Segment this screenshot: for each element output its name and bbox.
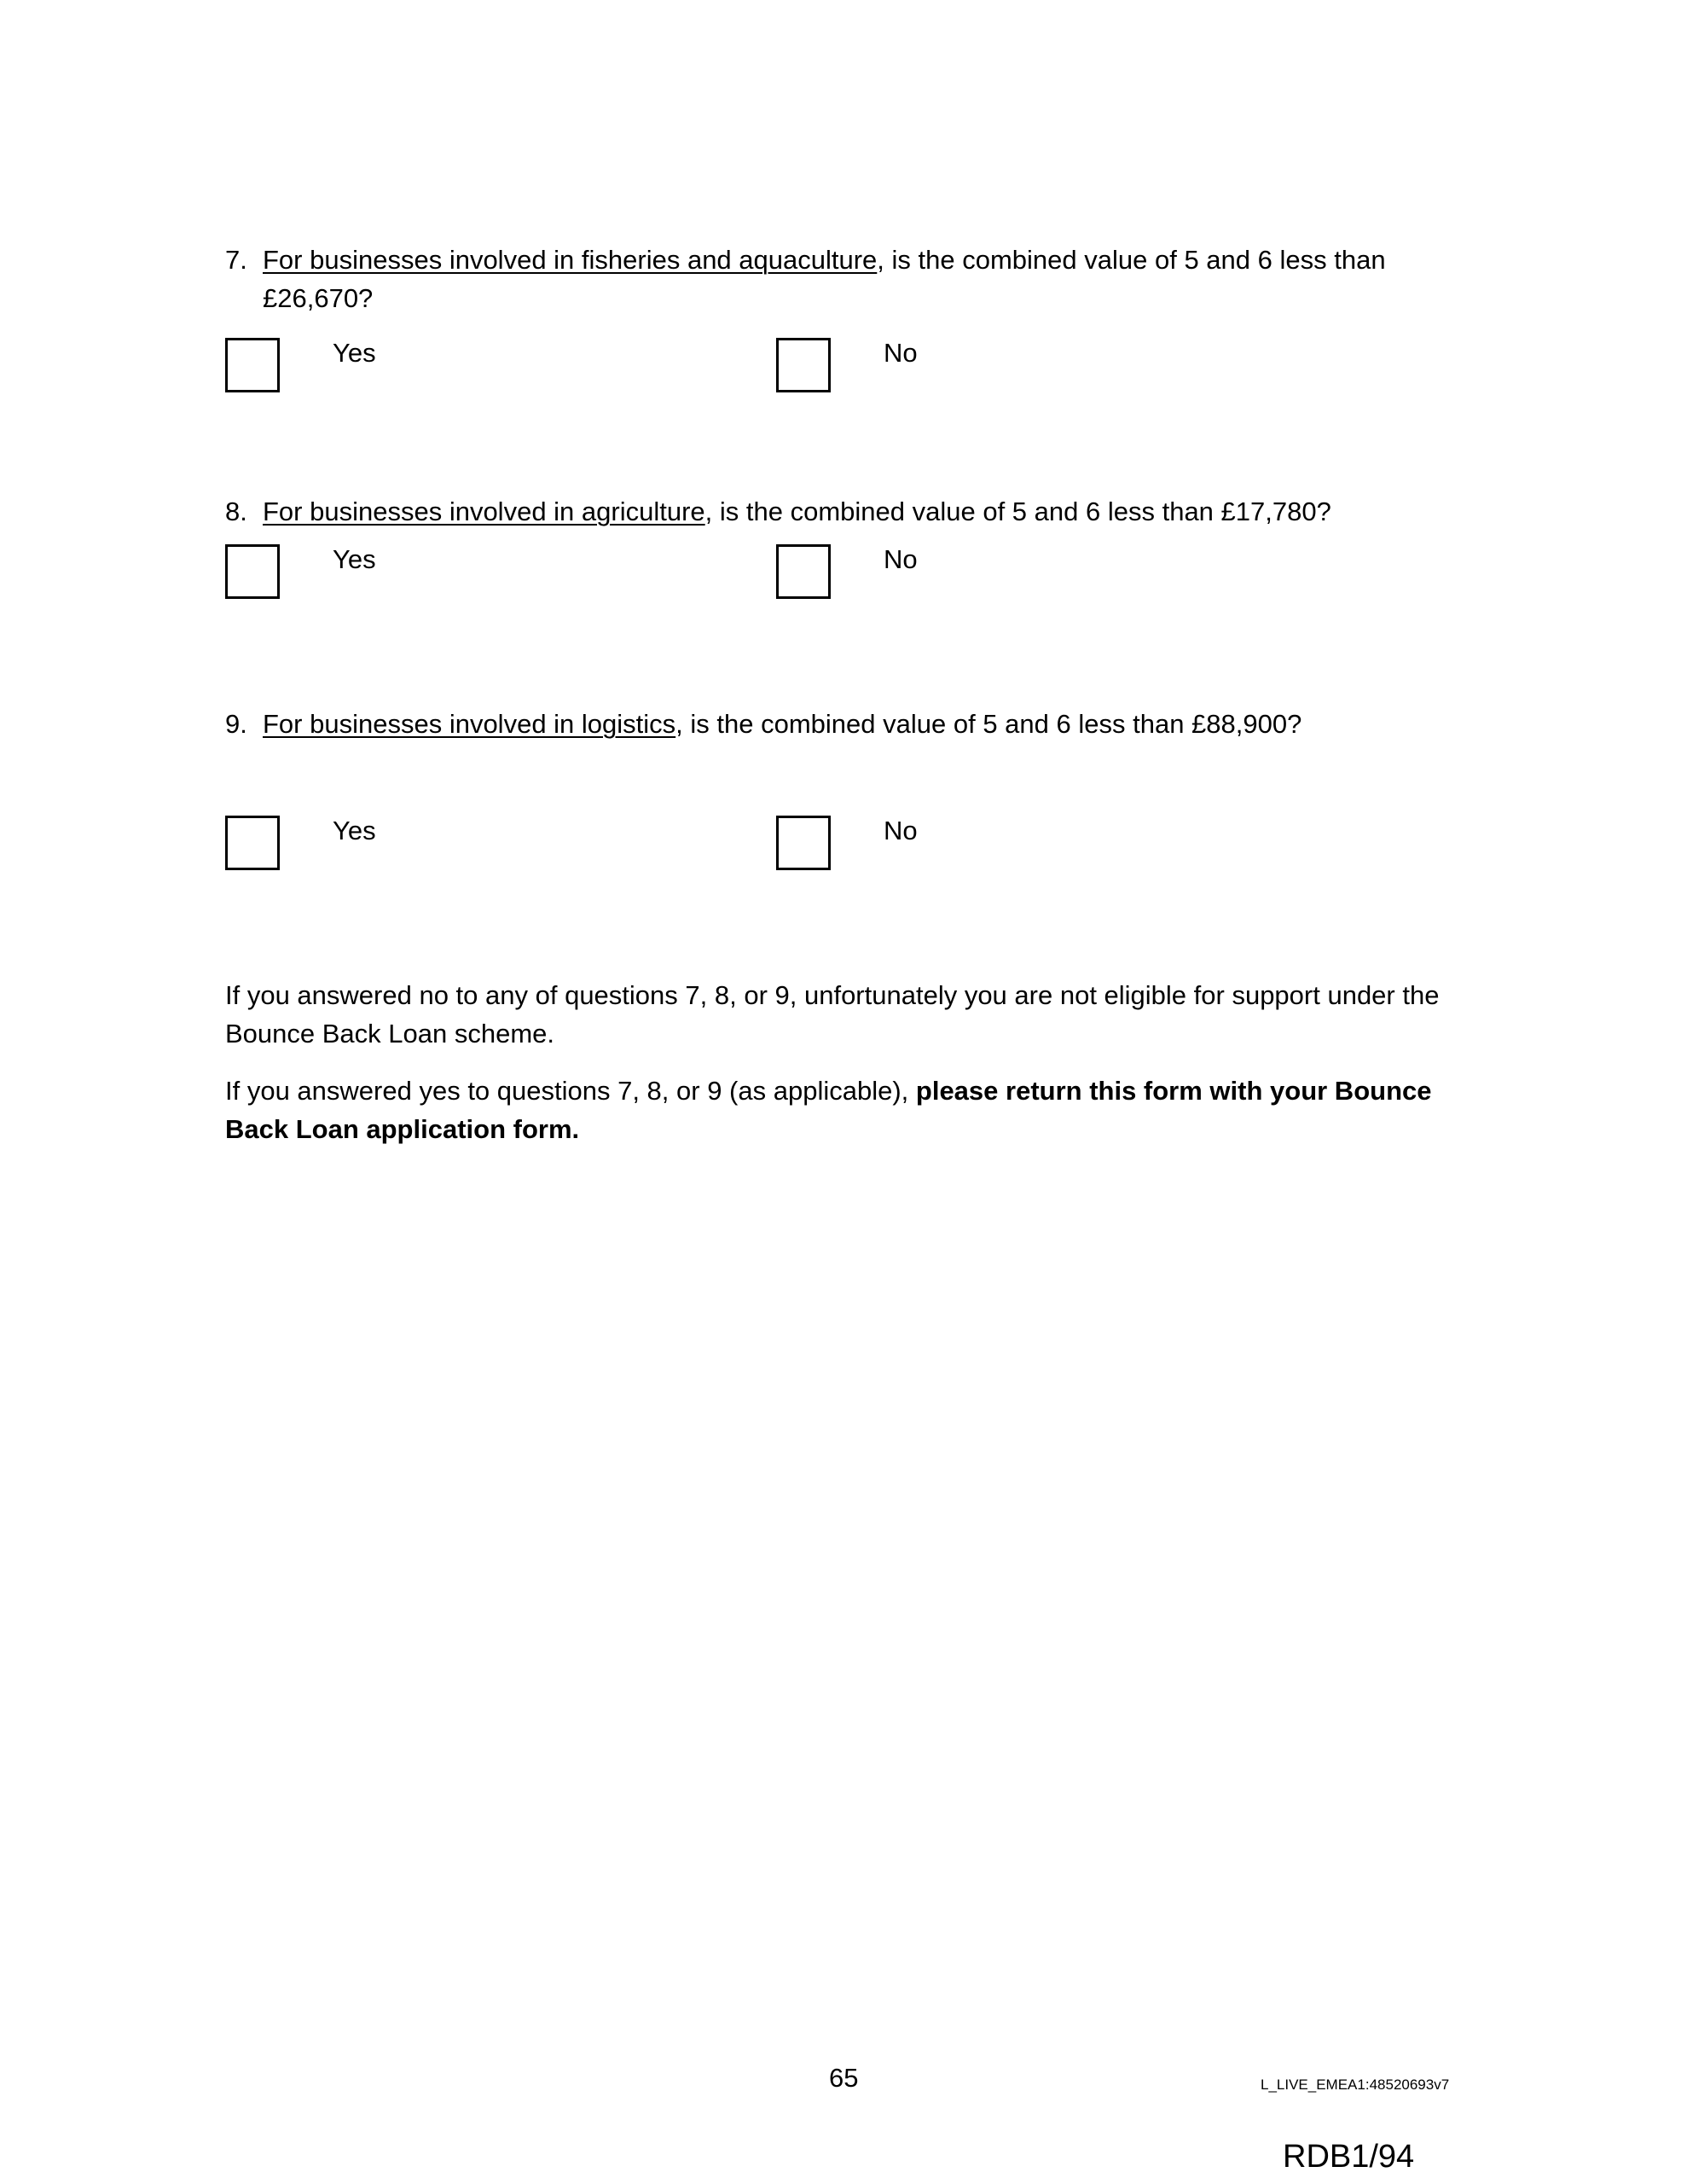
question-text: , is the combined value of 5 and 6 less than £17,780? — [704, 497, 1331, 526]
question-9 — [225, 705, 1470, 743]
exhibit-stamp: RDB1/94 — [1283, 2139, 1415, 2175]
return-emphasis: please return this form with your Bounce Back Loan application form. — [225, 1076, 1432, 1144]
q7-yes-label: Yes — [333, 338, 376, 368]
q8-no-checkbox[interactable] — [776, 544, 831, 599]
question-lead: For businesses involved in agriculture — [263, 497, 705, 526]
question-number: 9. — [225, 709, 247, 739]
question-text: , is the combined value of 5 and 6 less than £88,900? — [675, 709, 1302, 739]
q8-no-label: No — [884, 544, 918, 574]
question-7 — [225, 241, 1470, 317]
question-8 — [225, 492, 1470, 531]
ineligibility-note: If you answered no to any of questions 7, 8, or 9, unfortunately you are not eligible for support under the Bounce Back Loan scheme. — [225, 980, 1440, 1048]
q9-yes-label: Yes — [333, 816, 376, 845]
question-text-continued: £26,670? — [263, 283, 374, 313]
question-number: 8. — [225, 497, 247, 526]
q9-no-checkbox[interactable] — [776, 816, 831, 870]
page-number: 65 — [829, 2063, 859, 2093]
q7-yes-checkbox[interactable] — [225, 338, 280, 392]
question-text: , is the combined value of 5 and 6 less than — [877, 245, 1386, 275]
question-lead: For businesses involved in fisheries and aquaculture — [263, 245, 878, 275]
document-reference: L_LIVE_EMEA1:48520693v7 — [1261, 2077, 1450, 2093]
q9-no-label: No — [884, 816, 918, 845]
q7-no-checkbox[interactable] — [776, 338, 831, 392]
q8-yes-label: Yes — [333, 544, 376, 574]
question-lead: For businesses involved in logistics — [263, 709, 676, 739]
question-number: 7. — [225, 245, 247, 275]
return-intro: If you answered yes to questions 7, 8, or 9 (as applicable), — [225, 1076, 916, 1106]
q9-yes-checkbox[interactable] — [225, 816, 280, 870]
q7-no-label: No — [884, 338, 918, 368]
return-instructions — [225, 1072, 1470, 1148]
q8-yes-checkbox[interactable] — [225, 544, 280, 599]
